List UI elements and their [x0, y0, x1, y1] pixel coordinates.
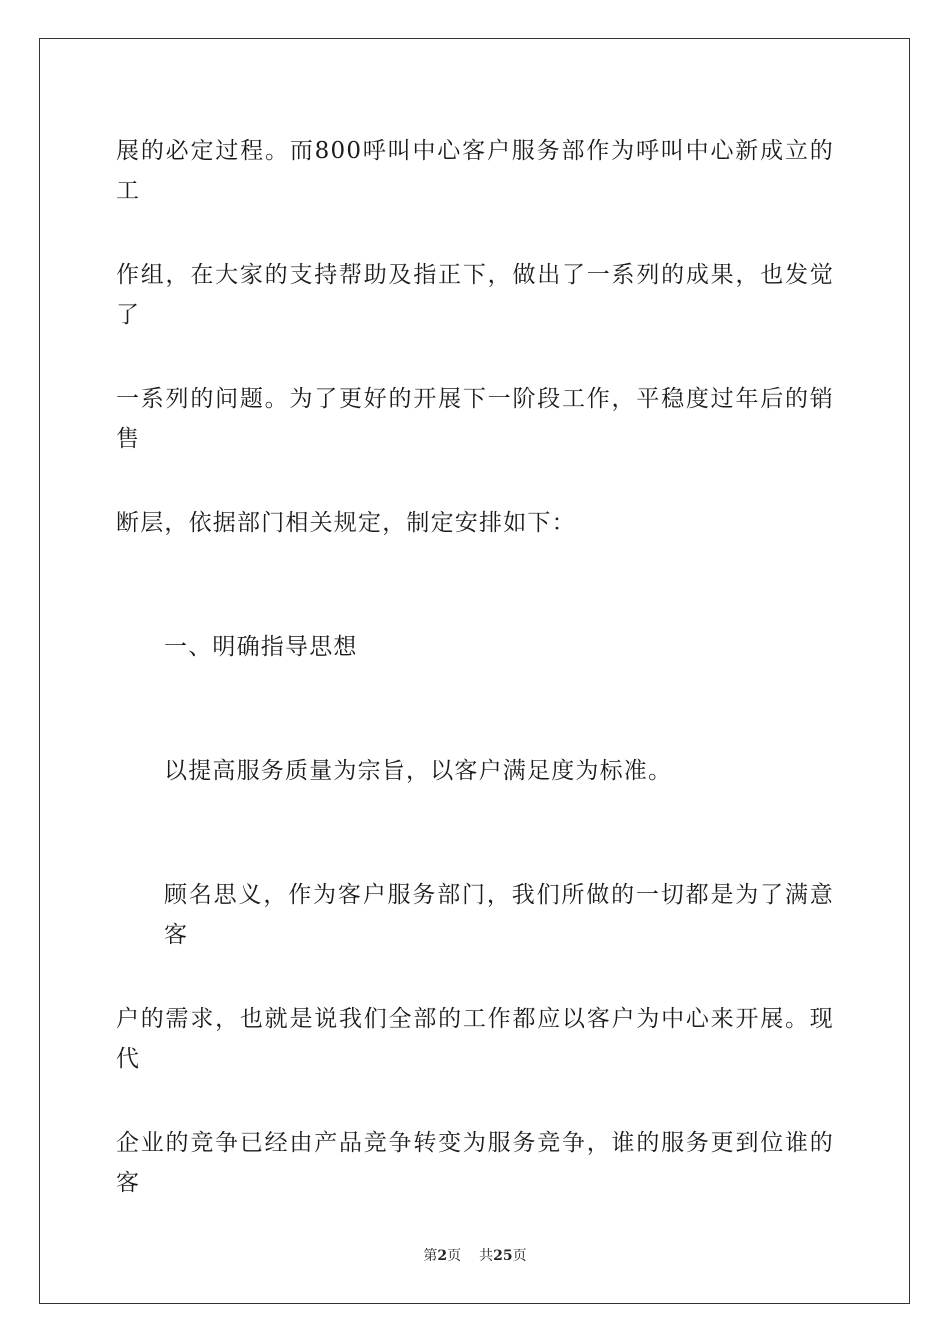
body-text-line: 顾名思义，作为客户服务部门，我们所做的一切都是为了满意客	[164, 882, 834, 948]
body-text-line: 户的需求，也就是说我们全部的工作都应以客户为中心来开展。现代	[116, 1006, 834, 1072]
page-unit: 页	[447, 1248, 462, 1264]
page-border	[39, 38, 910, 1304]
body-text-line: 以提高服务质量为宗旨，以客户满足度为标准。	[164, 758, 673, 784]
body-text-line: 作组，在大家的支持帮助及指正下，做出了一系列的成果，也发觉了	[116, 262, 834, 328]
body-text-line: 企业的竞争已经由产品竞争转变为服务竞争，谁的服务更到位谁的客	[116, 1130, 834, 1196]
total-pages: 25	[493, 1248, 513, 1264]
total-unit: 页	[512, 1248, 527, 1264]
body-text-line: 一系列的问题。为了更好的开展下一阶段工作，平稳度过年后的销售	[116, 386, 834, 452]
total-prefix: 共	[479, 1248, 494, 1264]
page-prefix: 第	[423, 1248, 438, 1264]
page-footer	[0, 1246, 950, 1266]
body-text-line: 断层，依据部门相关规定，制定安排如下：	[116, 510, 576, 536]
page-number: 2	[437, 1248, 448, 1264]
body-text-line: 展的必定过程。而800呼叫中心客户服务部作为呼叫中心新成立的工	[116, 138, 834, 204]
section-heading: 一、明确指导思想	[164, 634, 358, 660]
